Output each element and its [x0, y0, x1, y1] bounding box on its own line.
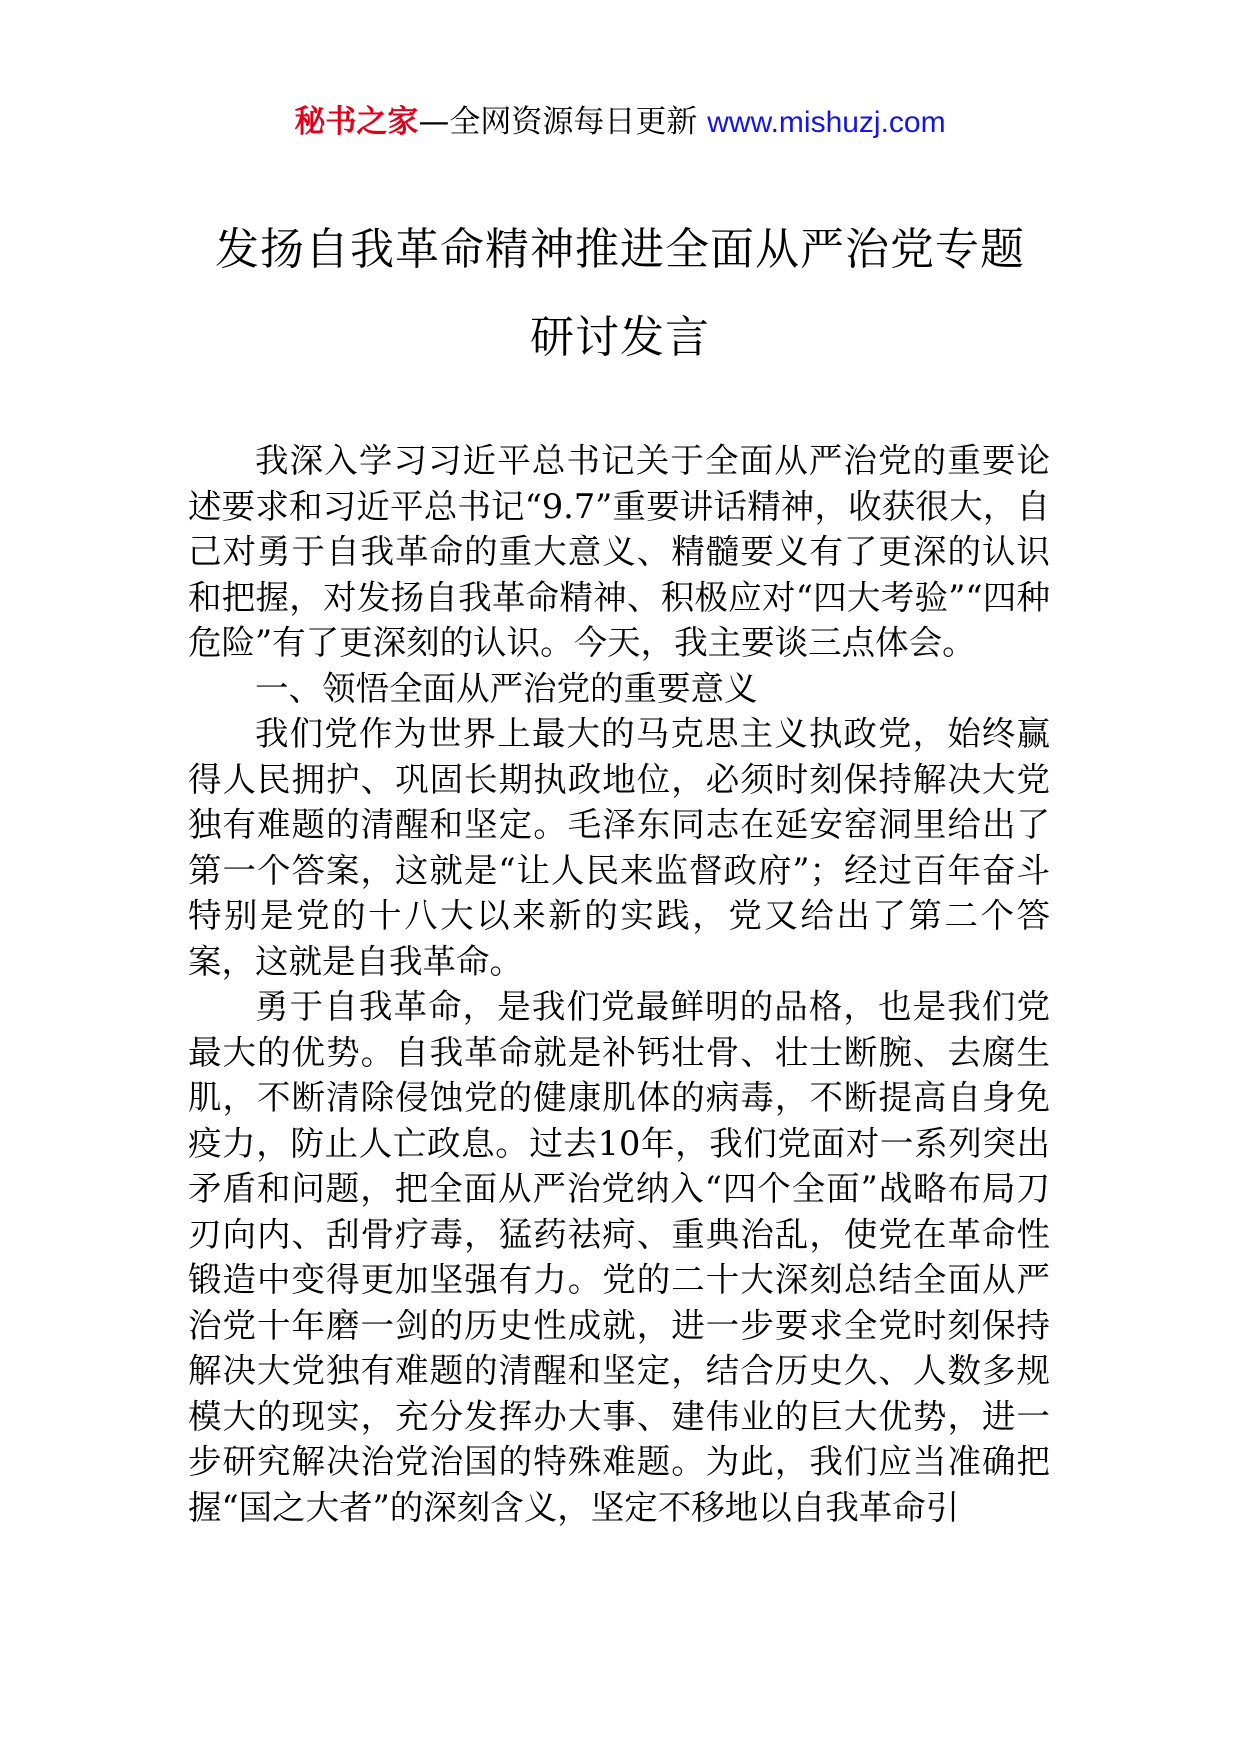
- paragraph-intro: 我深入学习习近平总书记关于全面从严治党的重要论述要求和习近平总书记“9.7”重要讲话精神，收获很大，自己对勇于自我革命的重大意义、精髓要义有了更深的认识和把握，对发扬自我革命精神、积极应对“四大考验”“四种危险”有了更深刻的认识。今天，我主要谈三点体会。: [188, 441, 1050, 662]
- site-url-link[interactable]: www.mishuzj.com: [707, 106, 946, 139]
- paragraph: 勇于自我革命，是我们党最鲜明的品格，也是我们党最大的优势。自我革命就是补钙壮骨、壮士断腕、去腐生肌，不断清除侵蚀党的健康肌体的病毒，不断提高自身免疫力，防止人亡政息。过去10年，我们党面对一系列突出矛盾和问题，把全面从严治党纳入“四个全面”战略布局刀刃向内、刮骨疗毒，猛药祛疴、重典治乱，使党在革命性锻造中变得更加坚强有力。党的二十大深刻总结全面从严治党十年磨一剑的历史性成就，进一步要求全党时刻保持解决大党独有难题的清醒和坚定，结合历史久、人数多规模大的现实，充分发挥办大事、建伟业的巨大优势，进一步研究解决治党治国的特殊难题。为此，我们应当准确把握“国之大者”的深刻含义，坚定不移地以自我革命引: [188, 987, 1050, 1527]
- paragraph: 我们党作为世界上最大的马克思主义执政党，始终赢得人民拥护、巩固长期执政地位，必须时刻保持解决大党独有难题的清醒和坚定。毛泽东同志在延安窑洞里给出了第一个答案，这就是“让人民来监督政府”；经过百年奋斗特别是党的十八大以来新的实践，党又给出了第二个答案，这就是自我革命。: [188, 714, 1050, 981]
- title-line-1: 发扬自我革命精神推进全面从严治党专题: [215, 224, 1025, 275]
- document-body: [188, 438, 1050, 1530]
- brand-name: 秘书之家: [294, 104, 419, 140]
- site-banner: [0, 100, 1240, 145]
- banner-tagline: —全网资源每日更新: [418, 104, 708, 140]
- title-line-2: 研讨发言: [530, 312, 710, 363]
- section-heading-1: 一、领悟全面从严治党的重要意义: [255, 668, 758, 708]
- document-title: [180, 206, 1060, 382]
